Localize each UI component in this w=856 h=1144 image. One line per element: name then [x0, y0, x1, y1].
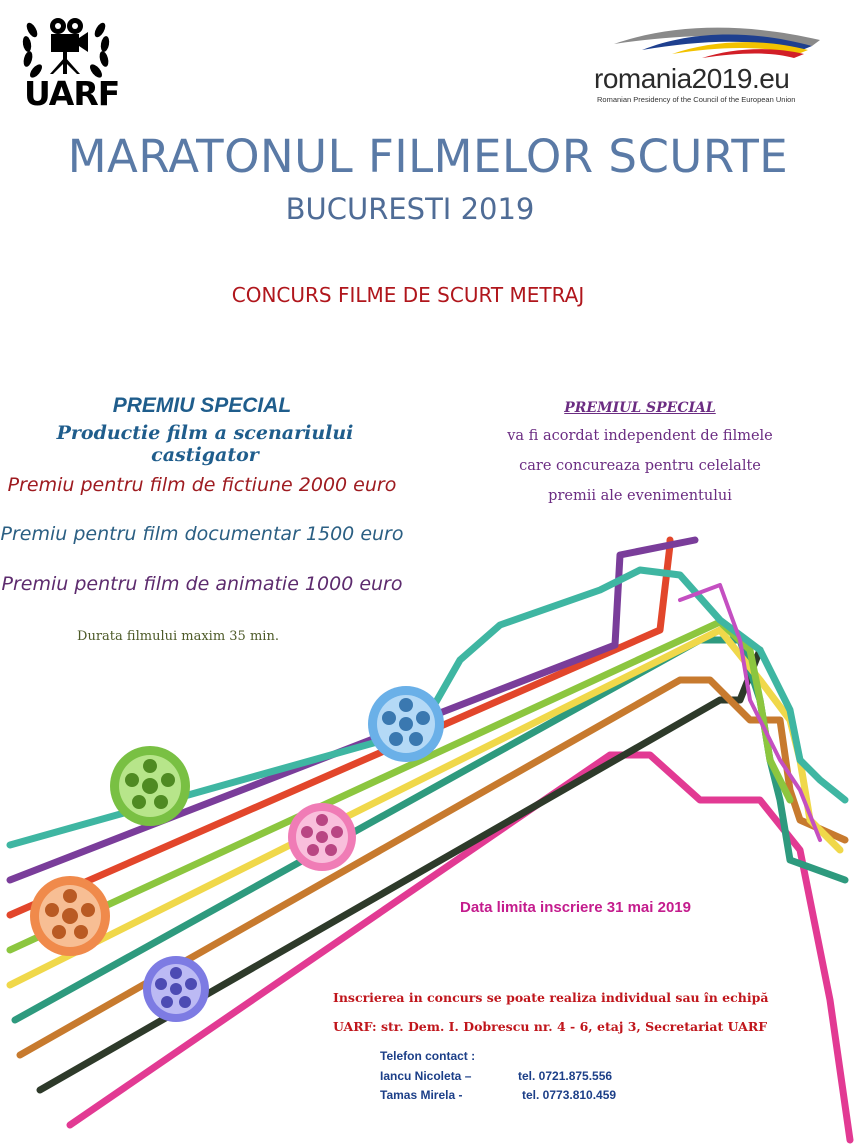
film-reel-icon-pink — [288, 803, 356, 871]
special-note-line: va fi acordat independent de filmele — [507, 428, 773, 444]
contact-phone: tel. 0721.875.556 — [518, 1069, 613, 1083]
romania2019-swoosh-icon — [612, 20, 822, 62]
special-note-heading: PREMIUL SPECIAL — [564, 400, 716, 416]
special-note-line: premii ale evenimentului — [548, 488, 732, 504]
special-note-line: care concureaza pentru celelalte — [519, 458, 761, 474]
special-prize-subheading: Productie film a scenariului castigator — [56, 422, 354, 466]
enrollment-address: UARF: str. Dem. I. Dobrescu nr. 4 - 6, etaj 3, Secretariat UARF — [333, 1019, 768, 1034]
special-prize-heading: PREMIU SPECIAL — [112, 394, 292, 417]
film-reel-icon-violet — [143, 956, 209, 1022]
sub-title: BUCURESTI 2019 — [285, 192, 535, 226]
contact-phone: tel. 0773.810.459 — [522, 1088, 617, 1102]
enrollment-text: Inscrierea in concurs se poate realiza individual sau în echipă — [333, 990, 769, 1005]
film-duration-note: Durata filmului maxim 35 min. — [77, 629, 279, 644]
prize-animation: Premiu pentru film de animatie 1000 euro — [1, 573, 403, 595]
contest-title: CONCURS FILME DE SCURT METRAJ — [231, 283, 585, 307]
film-reel-icon-green — [110, 746, 190, 826]
contact-name: Tamas Mirela - — [380, 1088, 463, 1102]
prize-fiction: Premiu pentru film de fictiune 2000 euro — [7, 474, 397, 496]
prize-documentary: Premiu pentru film documentar 1500 euro — [0, 523, 404, 545]
presidency-logo-subtitle: Romanian Presidency of the Council of the European Union — [597, 95, 796, 104]
uarf-logo-text: UARF — [24, 74, 120, 113]
film-reel-icon-orange — [30, 876, 110, 956]
registration-deadline: Data limita inscriere 31 mai 2019 — [460, 899, 691, 916]
contact-label: Telefon contact : — [380, 1049, 476, 1063]
presidency-logo-text: romania2019.eu — [594, 63, 790, 94]
contact-name: Iancu Nicoleta – — [380, 1069, 472, 1083]
film-reel-icon-blue — [368, 686, 444, 762]
main-title: MARATONUL FILMELOR SCURTE — [67, 130, 789, 183]
